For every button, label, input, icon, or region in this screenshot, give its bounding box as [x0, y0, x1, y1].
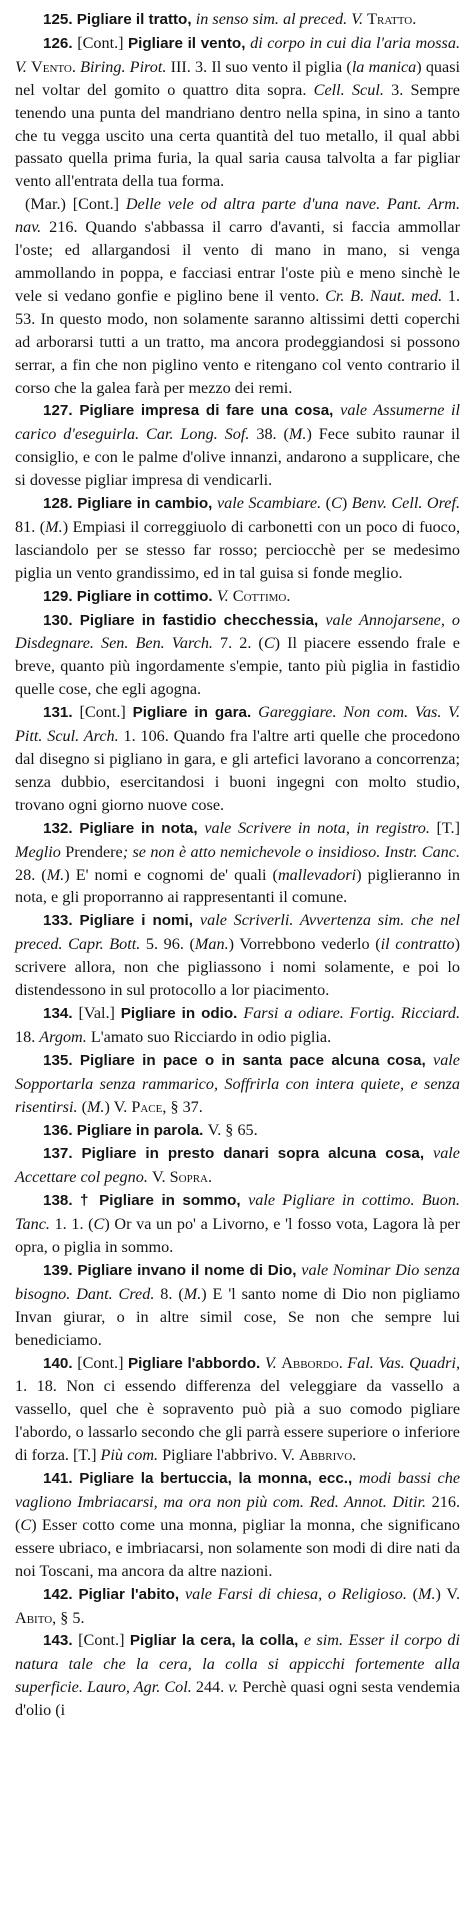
- dictionary-entry: [15, 1629, 460, 1722]
- dictionary-entry: [15, 8, 460, 32]
- entry-headword: Pigliare in presto danari sopra alcuna cosa,: [81, 1145, 434, 1163]
- dictionary-entry: [15, 1002, 460, 1049]
- entry-headword: Pigliare in cambio,: [77, 495, 217, 513]
- entry-headword: Pigliar la cera, la colla,: [129, 1632, 304, 1650]
- italic-text: la manica: [351, 57, 417, 76]
- dictionary-entry: [15, 1259, 460, 1352]
- body-text: ) piglieranno in nota, e gli proporranno ai rappresentanti il comune.: [15, 865, 461, 907]
- entry-headword: Pigliare in sommo,: [99, 1192, 249, 1210]
- body-text: 8. (: [160, 1284, 184, 1303]
- italic-text: vale Pigliare in cottimo. Buon. Tanc.: [15, 1191, 460, 1234]
- entry-headword: Pigliare in cottimo.: [76, 587, 217, 605]
- italic-text: C: [93, 1215, 105, 1234]
- entry-number: 133.: [43, 912, 80, 930]
- entry-headword: Pigliare il tratto,: [76, 11, 196, 28]
- body-text: 1. 18. Non ci essendo differenza del veleggiare da vassello a vassello, quel che è sopravento può pià a suo comodo pigliare l'abordo, o lassarlo secondo che gli parrà essere superiore o inferiore di forza. [T.]: [15, 1377, 460, 1465]
- body-text: 18.: [15, 1027, 40, 1046]
- body-text: ) scrivere allora, non che pigliassono i nomi solamente, e poi lo distendessono in sul protocollo a lor piacimento.: [15, 935, 460, 1000]
- body-text: 216. Quando s'abbassa il carro d'avanti, si faccia ammollar l'oste; ed allargandosi il vento di mano in mano, si venga ammollando in poppa, e facciasi entrar l'oste più e meno sinchè le vele si vedano gonfie e piglino bene il vento.: [15, 218, 460, 305]
- entry-headword: Pigliare il vento,: [128, 34, 251, 52]
- body-text: [Val.]: [78, 1003, 121, 1022]
- dictionary-entry: [15, 399, 460, 492]
- entry-number: 127.: [43, 402, 80, 420]
- italic-text: Meglio: [15, 842, 66, 861]
- body-text: ) Vorrebbono vederlo (: [228, 935, 381, 954]
- italic-text: vale Nominar Dio senza bisogno. Dant. Cred.: [15, 1260, 460, 1303]
- cross-reference: Tratto.: [367, 10, 417, 28]
- italic-text: Gareggiare. Non com. Vas. V. Pitt. Scul. Arch.: [15, 703, 461, 746]
- body-text: III. 3. Il suo vento il piglia (: [170, 57, 352, 76]
- body-text: [Cont.]: [79, 703, 133, 722]
- body-text: ) Il piacere essendo frale e breve, quanto più ingordamente s'empie, tanto più piglia in fastidio quelle cose, che egli agogna.: [15, 634, 460, 699]
- body-text: 1. 1. (: [54, 1215, 94, 1234]
- italic-text: Più com.: [100, 1446, 163, 1465]
- body-text: 244.: [195, 1678, 229, 1697]
- italic-text: C: [263, 634, 275, 653]
- entry-number: 139.: [43, 1261, 78, 1279]
- body-text: 38. (: [256, 425, 289, 444]
- italic-text: mallevadori: [277, 865, 357, 884]
- body-text: ) V.: [435, 1584, 460, 1603]
- body-text: , § 5.: [52, 1608, 85, 1627]
- body-text: (: [81, 1097, 87, 1116]
- entry-headword: Pigliare in fastidio checchessia,: [79, 611, 326, 629]
- italic-text: vale Scrivere in nota, in registro.: [204, 818, 437, 837]
- dictionary-entry: [15, 701, 460, 817]
- body-text: V. § 65.: [207, 1120, 258, 1139]
- italic-text: M.: [45, 517, 63, 536]
- body-text: 3. Sempre tenendo una punta del mandriano dentro nella spina, in sino a tanto che tu vegga uscito una certa quantità del tuo metallo, il qual abbi passato quella prima furia, la qual saria causa talvolta a far pigliar vento all'entrata della tua forma.: [15, 80, 460, 191]
- cross-reference: Pace: [131, 1097, 163, 1116]
- body-text: , § 37.: [162, 1097, 203, 1116]
- dictionary-entry: [15, 1142, 460, 1189]
- body-text: 216. (: [15, 1493, 460, 1534]
- entry-number: 128.: [43, 495, 78, 513]
- body-text: ): [341, 494, 352, 513]
- entry-headword: Pigliare in parola.: [76, 1121, 208, 1139]
- dictionary-entry: [15, 1352, 460, 1468]
- italic-text: vale Accettare col pegno.: [15, 1144, 460, 1187]
- italic-text: M.: [418, 1584, 436, 1603]
- entry-number: 126.: [43, 34, 78, 52]
- entry-headword: Pigliar l'abito,: [78, 1585, 185, 1603]
- dictionary-entry: [15, 1583, 460, 1630]
- italic-text: Biring. Pirot.: [80, 57, 171, 76]
- italic-text: Cr. B. Naut. med.: [325, 286, 448, 305]
- italic-text: di corpo in cui dia l'aria mossa. V.: [15, 33, 460, 76]
- body-text: 5. 96. (: [145, 935, 195, 954]
- dictionary-entry: [15, 585, 460, 609]
- italic-text: Farsi a odiare. Fortig. Ricciard.: [243, 1003, 461, 1022]
- dictionary-entry: [15, 1119, 460, 1143]
- italic-text: vale Assumerne il carico d'eseguirla. Car. Long. Sof.: [15, 401, 460, 444]
- body-text: ) E 'l santo nome di Dio non pigliamo Invan giurar, o in altre simil cose, Se non che sempre lui benediciamo.: [15, 1284, 461, 1349]
- entry-number: 131.: [43, 704, 80, 722]
- italic-text: V.: [264, 1353, 282, 1372]
- cross-reference: Abbordo.: [281, 1353, 348, 1372]
- entry-number: 132.: [43, 819, 80, 837]
- dictionary-entry: [15, 1049, 460, 1119]
- italic-text: vale Farsi di chiesa, o Religioso.: [184, 1584, 413, 1603]
- dictionary-entry: [15, 492, 460, 585]
- body-text: L'amato suo Ricciardo in odio piglia.: [90, 1027, 332, 1046]
- italic-text: Fal. Vas. Quadri,: [347, 1353, 460, 1372]
- italic-text: vale Sopportarla senza rammarico, Soffrirla con intera quiete, e senza risentirsi.: [15, 1050, 460, 1116]
- body-text: Perchè quasi ogni sesta vendemia d'olio (i: [15, 1678, 461, 1720]
- italic-text: C: [331, 494, 342, 513]
- body-text: ) Or va un po' a Livorno, e 'l fosso vota, Lagora là per opra, o piglia in sommo.: [15, 1215, 461, 1257]
- dictionary-entry: [15, 609, 460, 702]
- dictionary-entry: [15, 817, 460, 910]
- body-text: (Mar.) [Cont.]: [25, 195, 126, 214]
- body-text: [T.]: [436, 818, 460, 837]
- body-text: 1. 106. Quando fra l'altre arti quelle che procedono dal disegno si pigliano in gara, e gli artefici lavorano a concorrenza; senza dubbio, esercitandosi i buoni ingegni con molto studio, trovano ogni giorno nuove cose.: [15, 727, 461, 814]
- entry-number: 137.: [43, 1145, 82, 1163]
- body-text: ) Fece subito raunar il consiglio, e con le palme d'olive innanzi, andarono a supplicare, che si dovesse pigliar impresa di vendicarli.: [15, 425, 460, 490]
- italic-text: C: [20, 1515, 32, 1534]
- entry-number: 141.: [43, 1470, 80, 1488]
- italic-text: ; se non è atto nemichevole o insidioso. Instr. Canc.: [122, 842, 460, 861]
- italic-text: vale Scriverli. Avvertenza sim. che nel preced. Capr. Bott.: [15, 911, 461, 954]
- italic-text: v.: [228, 1678, 243, 1697]
- italic-text: M.: [86, 1097, 105, 1116]
- cross-reference: Abbrivo.: [298, 1446, 357, 1465]
- italic-text: V.: [216, 586, 233, 605]
- entry-number: 130.: [43, 611, 80, 629]
- body-text: ) V.: [104, 1097, 132, 1116]
- body-text: [Cont.]: [78, 1631, 130, 1650]
- entry-headword: Pigliare i nomi,: [79, 912, 200, 930]
- italic-text: M.: [288, 425, 307, 444]
- entry-headword: Pigliare invano il nome di Dio,: [77, 1261, 302, 1279]
- entry-headword: Pigliare in nota,: [79, 819, 205, 837]
- italic-text: vale Annojarsene, o Disdegnare. Sen. Ben. Varch.: [15, 610, 460, 653]
- cross-reference: Vento.: [31, 57, 81, 76]
- entry-number: 135.: [43, 1051, 80, 1069]
- italic-text: Benv. Cell. Oref.: [351, 494, 461, 513]
- body-text: [Cont.]: [77, 33, 129, 52]
- entry-number: 142.: [43, 1585, 79, 1603]
- italic-text: M.: [183, 1284, 202, 1303]
- italic-text: vale Scambiare.: [216, 494, 326, 513]
- entry-headword: Pigliare la bertuccia, la monna, ecc.,: [79, 1470, 359, 1488]
- dictionary-entry: [15, 1189, 460, 1259]
- entry-number: 129.: [43, 587, 77, 605]
- entry-number: 143.: [43, 1632, 79, 1650]
- italic-text: Cell. Scul.: [313, 80, 392, 99]
- italic-text: e sim. Esser il corpo di natura tale che la cera, la colla si appicchi fortemente alla superficie. Lauro, Agr. Col.: [15, 1631, 461, 1697]
- dictionary-entry: [15, 32, 460, 193]
- entry-number: 134.: [43, 1004, 79, 1022]
- dictionary-entry: [15, 909, 460, 1002]
- entry-headword: Pigliare in gara.: [132, 704, 259, 722]
- body-text: 7. 2. (: [220, 634, 264, 653]
- body-text: ) quasi nel voltar del gomito o quattro dita sopra.: [15, 57, 460, 99]
- italic-text: modi bassi che vagliono Imbriacarsi, ma ora non più com. Red. Annot. Ditir.: [15, 1469, 460, 1511]
- body-text: 1. 53. In questo modo, non solamente saranno altissimi detti coperchi ad arborarsi tutti a un tratto, ma ancora prodeggiandosi si possono serrar, a fin che non piglino vento e ritengano col vento contrario il corso che la galea farà per mezzo dei remi.: [15, 286, 460, 397]
- italic-text: Delle vele od altra parte d'una nave. Pant. Arm. nav.: [15, 195, 460, 237]
- entry-number: 138. †: [43, 1192, 100, 1210]
- italic-text: il contratto: [380, 935, 455, 954]
- body-text: (: [412, 1584, 418, 1603]
- body-text: [Cont.]: [77, 1353, 128, 1372]
- italic-text: in senso sim. al preced. V.: [195, 10, 368, 28]
- entry-number: 136.: [43, 1121, 77, 1139]
- body-text: 81. (: [15, 517, 46, 536]
- italic-text: Argom.: [39, 1027, 91, 1046]
- dictionary-entry: [15, 1467, 460, 1583]
- entry-number: 125.: [43, 11, 77, 28]
- cross-reference: Cottimo.: [232, 586, 291, 605]
- body-text: V.: [151, 1168, 170, 1187]
- body-text: (: [325, 494, 331, 513]
- dictionary-entry: [15, 193, 460, 399]
- cross-reference: Sopra.: [169, 1168, 213, 1187]
- cross-reference: Abito: [15, 1608, 53, 1627]
- body-text: ) Empiasi il correggiuolo di carbonetti con un poco di fuoco, lasciandolo per se stesso far rosso; perciocchè per se medesimo piglia un vento grandissimo, ed in tal guisa si fonde meglio.: [15, 517, 461, 582]
- entry-headword: Pigliare in odio.: [120, 1004, 244, 1022]
- italic-text: Man.: [194, 935, 229, 954]
- body-text: Pigliare l'abbrivo. V.: [162, 1446, 299, 1465]
- body-text: 28. (: [15, 865, 47, 884]
- body-text: ) Esser cotto come una monna, pigliar la monna, che significano essere ubriaco, e imbriacarsi, non solamente son modi di dire nati da noi Toscani, ma ancora da altre nazioni.: [15, 1515, 460, 1580]
- body-text: Prendere: [65, 842, 123, 861]
- entry-number: 140.: [43, 1354, 78, 1372]
- entry-headword: Pigliare l'abbordo.: [127, 1354, 265, 1372]
- entry-headword: Pigliare in pace o in santa pace alcuna cosa,: [79, 1051, 434, 1069]
- entry-headword: Pigliare impresa di fare una cosa,: [79, 402, 341, 420]
- body-text: ) E' nomi e cognomi de' quali (: [64, 865, 278, 884]
- italic-text: M.: [46, 865, 65, 884]
